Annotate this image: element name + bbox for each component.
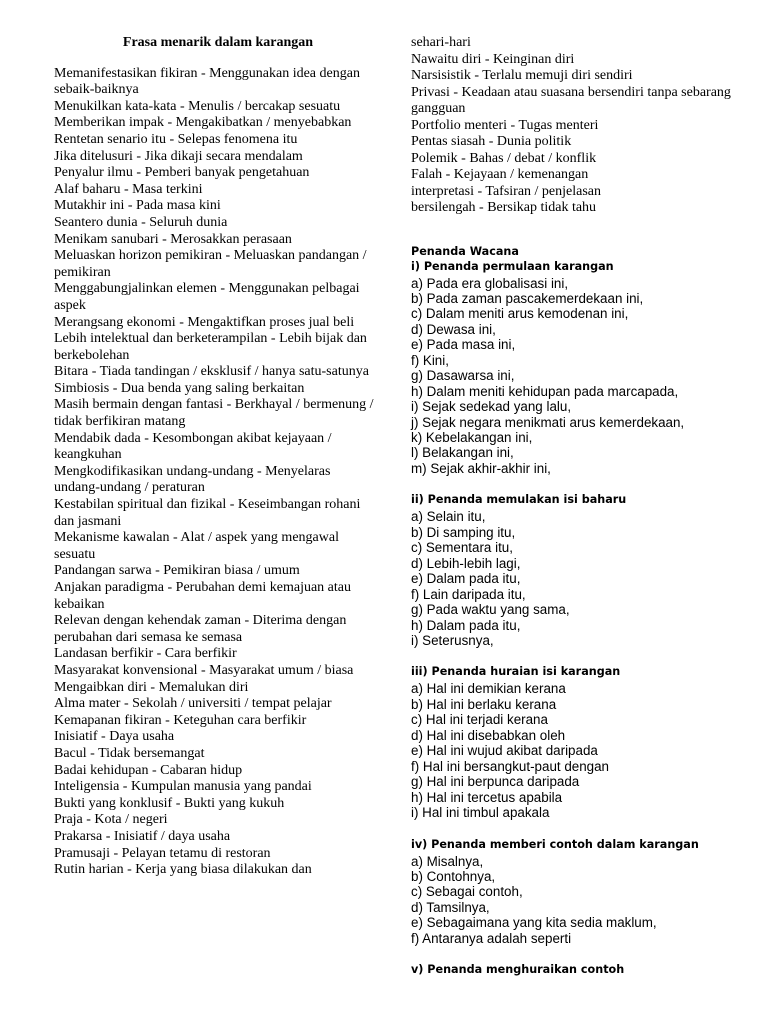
phrase-entry: Menikam sanubari - Merosakkan perasaan — [54, 231, 292, 247]
phrase-entry: Masyarakat konvensional - Masyarakat umum / biasa — [54, 662, 354, 678]
phrase-entry: Jika ditelusuri - Jika dikaji secara mendalam — [54, 148, 303, 164]
section-heading: iii) Penanda huraian isi karangan — [411, 665, 621, 679]
section-item: m) Sejak akhir-akhir ini, — [411, 460, 551, 476]
penanda-wacana-heading: Penanda Wacana — [411, 244, 519, 258]
section-heading: iv) Penanda memberi contoh dalam karangan — [411, 837, 699, 851]
penanda-section — [411, 665, 741, 820]
penanda-section — [411, 838, 741, 947]
phrase-entry: Praja - Kota / negeri — [54, 812, 168, 828]
phrase-entry: bersilengah - Bersikap tidak tahu — [411, 200, 597, 215]
phrase-entry: Alma mater - Sekolah / universiti / tempat pelajar — [54, 696, 332, 712]
section-item: g) Dasawarsa ini, — [411, 368, 515, 384]
phrase-entry: Anjakan paradigma - Perubahan demi kemajuan atau kebaikan — [54, 580, 351, 612]
phrase-entry: Mekanisme kawalan - Alat / aspek yang mengawal sesuatu — [54, 530, 339, 562]
section-item: h) Dalam pada itu, — [411, 617, 521, 633]
section-item: c) Hal ini terjadi kerana — [411, 712, 548, 728]
phrase-entry: Merangsang ekonomi - Mengaktifkan proses jual beli — [54, 314, 355, 330]
phrase-entry: Meluaskan horizon pemikiran - Meluaskan pandangan / pemikiran — [54, 248, 367, 280]
section-item: g) Hal ini berpunca daripada — [411, 774, 580, 790]
section-item: a) Pada era globalisasi ini, — [411, 275, 569, 291]
phrase-list-right — [411, 35, 741, 217]
phrase-entry: Menggabungjalinkan elemen - Menggunakan pelbagai aspek — [54, 281, 360, 313]
phrase-entry: Privasi - Keadaan atau suasana bersendiri tanpa sebarang gangguan — [411, 84, 731, 116]
section-heading: v) Penanda menghuraikan contoh — [411, 963, 625, 977]
penanda-section — [411, 963, 741, 977]
section-item: e) Sebagaimana yang kita sedia maklum, — [411, 915, 657, 931]
phrase-entry: Bukti yang konklusif - Bukti yang kukuh — [54, 795, 285, 811]
section-item: a) Misalnya, — [411, 853, 484, 869]
section-item: f) Antaranya adalah seperti — [411, 930, 572, 946]
section-item: b) Pada zaman pascakemerdekaan ini, — [411, 290, 644, 306]
section-item: l) Belakangan ini, — [411, 445, 514, 461]
phrase-entry: Pramusaji - Pelayan tetamu di restoran — [54, 845, 271, 861]
phrase-entry: Mengkodifikasikan undang-undang - Menyelaras undang-undang / peraturan — [54, 463, 331, 496]
phrase-entry: Rentetan senario itu - Selepas fenomena itu — [54, 131, 298, 147]
phrase-entry: interpretasi - Tafsiran / penjelasan — [411, 183, 602, 199]
phrase-entry: Landasan berfikir - Cara berfikir — [54, 646, 237, 662]
section-item: i) Hal ini timbul apakala — [411, 805, 550, 821]
left-column — [54, 35, 374, 879]
section-item: j) Sejak negara menikmati arus kemerdekaan, — [411, 414, 685, 430]
phrase-entry: Narsisistik - Terlalu memuji diri sendiri — [411, 68, 633, 83]
document-title: Frasa menarik dalam karangan — [122, 35, 314, 50]
phrase-entry: Bacul - Tidak bersemangat — [54, 745, 205, 761]
phrase-entry: Bitara - Tiada tandingan / eksklusif / hanya satu-satunya — [54, 364, 369, 380]
phrase-entry: Inisiatif - Daya usaha — [54, 729, 175, 745]
section-item: b) Hal ini berlaku kerana — [411, 696, 557, 712]
phrase-entry: Nawaitu diri - Keinginan diri — [411, 51, 575, 67]
phrase-entry: Seantero dunia - Seluruh dunia — [54, 214, 228, 230]
phrase-entry: Mendabik dada - Kesombongan akibat kejayaan / keangkuhan — [54, 430, 332, 463]
phrase-entry: Rutin harian - Kerja yang biasa dilakukan dan — [54, 862, 312, 878]
section-item: c) Sementara itu, — [411, 540, 513, 556]
section-item: a) Hal ini demikian kerana — [411, 681, 566, 697]
phrase-entry: sehari-hari — [411, 35, 471, 50]
section-item: e) Dalam pada itu, — [411, 571, 521, 587]
section-item: h) Hal ini tercetus apabila — [411, 789, 563, 805]
section-item: h) Dalam meniti kehidupan pada marcapada, — [411, 383, 679, 399]
phrase-entry: Portfolio menteri - Tugas menteri — [411, 117, 599, 133]
phrase-entry: Mengaibkan diri - Memalukan diri — [54, 679, 249, 695]
phrase-entry: Masih bermain dengan fantasi - Berkhayal / bermenung / tidak berfikiran matang — [54, 397, 374, 430]
phrase-entry: Simbiosis - Dua benda yang saling berkaitan — [54, 380, 305, 396]
phrase-entry: Polemik - Bahas / debat / konflik — [411, 150, 597, 166]
right-column — [411, 35, 741, 994]
phrase-entry: Mutakhir ini - Pada masa kini — [54, 198, 221, 214]
penanda-sections — [411, 260, 741, 978]
section-item: d) Hal ini disebabkan oleh — [411, 727, 566, 743]
section-item: b) Di samping itu, — [411, 524, 516, 540]
section-item: d) Tamsilnya, — [411, 899, 490, 915]
section-heading: ii) Penanda memulakan isi baharu — [411, 493, 627, 507]
section-item: d) Lebih-lebih lagi, — [411, 555, 521, 571]
phrase-entry: Penyalur ilmu - Pemberi banyak pengetahuan — [54, 165, 310, 181]
section-item: f) Lain daripada itu, — [411, 586, 526, 602]
section-item: f) Kini, — [411, 352, 449, 368]
penanda-section — [411, 260, 741, 477]
section-item: e) Pada masa ini, — [411, 337, 516, 353]
phrase-entry: Badai kehidupan - Cabaran hidup — [54, 762, 243, 778]
section-item: i) Sejak sedekad yang lalu, — [411, 399, 572, 415]
section-item: f) Hal ini bersangkut-paut dengan — [411, 758, 610, 774]
section-item: d) Dewasa ini, — [411, 321, 496, 337]
section-item: g) Pada waktu yang sama, — [411, 602, 570, 618]
phrase-entry: Inteligensia - Kumpulan manusia yang pandai — [54, 779, 312, 795]
phrase-entry: Pentas siasah - Dunia politik — [411, 134, 572, 149]
section-item: e) Hal ini wujud akibat daripada — [411, 743, 598, 759]
phrase-entry: Falah - Kejayaan / kemenangan — [411, 167, 589, 182]
section-item: c) Dalam meniti arus kemodenan ini, — [411, 306, 629, 322]
section-item: b) Contohnya, — [411, 869, 496, 884]
phrase-entry: Kestabilan spiritual dan fizikal - Keseimbangan rohani dan jasmani — [54, 497, 361, 529]
phrase-entry: Kemapanan fikiran - Keteguhan cara berfikir — [54, 712, 307, 728]
phrase-entry: Lebih intelektual dan berketerampilan - Lebih bijak dan berkebolehan — [54, 331, 367, 363]
section-item: c) Sebagai contoh, — [411, 884, 523, 900]
penanda-section — [411, 493, 741, 648]
phrase-list-left — [54, 66, 374, 879]
section-item: k) Kebelakangan ini, — [411, 430, 533, 446]
phrase-entry: Relevan dengan kehendak zaman - Diterima dengan perubahan dari semasa ke semasa — [54, 613, 347, 645]
section-item: a) Selain itu, — [411, 509, 486, 525]
phrase-entry: Memberikan impak - Mengakibatkan / menyebabkan — [54, 115, 352, 131]
phrase-entry: Memanifestasikan fikiran - Menggunakan idea dengan sebaik-baiknya — [54, 65, 360, 98]
phrase-entry: Prakarsa - Inisiatif / daya usaha — [54, 828, 231, 844]
section-heading: i) Penanda permulaan karangan — [411, 259, 614, 273]
phrase-entry: Menukilkan kata-kata - Menulis / bercakap sesuatu — [54, 98, 341, 114]
phrase-entry: Pandangan sarwa - Pemikiran biasa / umum — [54, 563, 300, 579]
phrase-entry: Alaf baharu - Masa terkini — [54, 181, 203, 197]
section-item: i) Seterusnya, — [411, 633, 494, 649]
